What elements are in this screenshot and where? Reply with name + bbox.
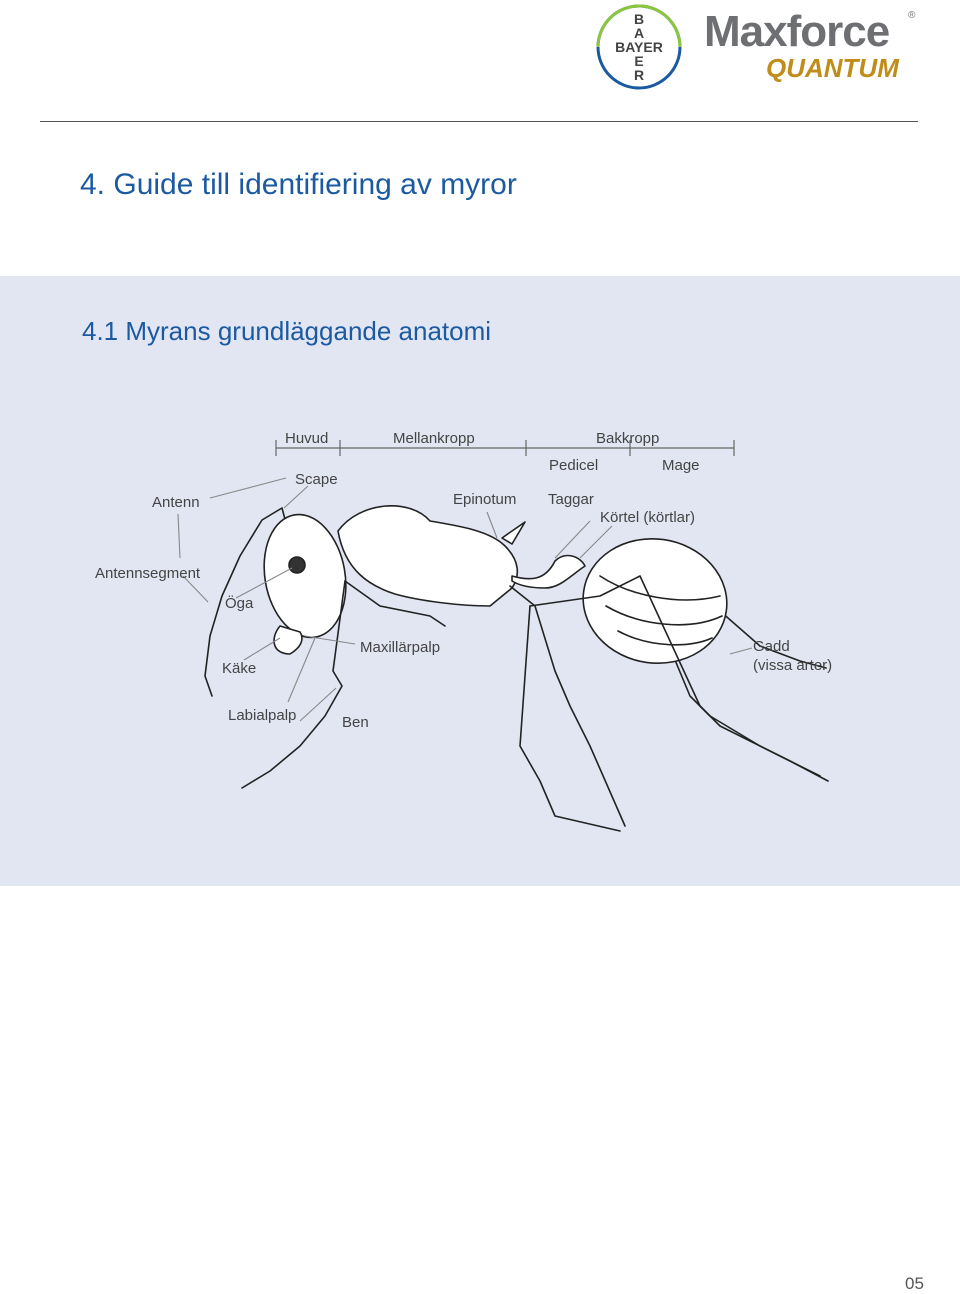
label-mage: Mage (662, 457, 700, 474)
bayer-horizontal-text: BAYER (615, 39, 663, 55)
label-oga: Öga (225, 595, 254, 612)
product-sub: QUANTUM (766, 53, 899, 83)
label-kake: Käke (222, 660, 257, 677)
svg-text:A: A (633, 25, 645, 41)
label-maxillarpalp: Maxillärpalp (360, 639, 441, 656)
ant-eye (289, 557, 305, 573)
label-gadd-note: (vissa arter) (753, 657, 833, 674)
svg-text:E: E (634, 53, 644, 69)
ant-gaster (575, 530, 735, 673)
label-antennsegment: Antennsegment (95, 565, 201, 582)
label-antenn: Antenn (152, 494, 200, 511)
label-pedicel: Pedicel (549, 457, 599, 474)
label-scape: Scape (295, 471, 338, 488)
body-region-brackets (276, 440, 734, 456)
ant-illustration (205, 506, 828, 831)
label-gadd: Gadd (753, 638, 790, 655)
label-bakkropp: Bakkropp (596, 430, 660, 447)
page-title: 4. Guide till identifiering av myror (80, 168, 517, 201)
header-divider (40, 121, 918, 122)
label-taggar: Taggar (548, 491, 594, 508)
label-ben: Ben (342, 714, 369, 731)
product-name: Maxforce (704, 7, 890, 56)
bayer-logo (596, 4, 682, 90)
ant-anatomy-diagram (0, 276, 960, 886)
svg-text:B: B (633, 11, 645, 27)
registered-mark: ® (908, 10, 916, 21)
label-kortel: Körtel (körtlar) (600, 509, 696, 526)
label-epinotum: Epinotum (453, 491, 517, 508)
maxforce-logo (704, 7, 916, 83)
label-huvud: Huvud (285, 430, 329, 447)
label-mellankropp: Mellankropp (393, 430, 475, 447)
ant-pedicel (512, 556, 585, 588)
page-number: 05 (905, 1274, 924, 1293)
header-logos (596, 4, 926, 90)
svg-text:R: R (633, 67, 645, 83)
section-title: 4.1 Myrans grundläggande anatomi (82, 316, 492, 346)
label-labialpalp: Labialpalp (228, 707, 297, 724)
